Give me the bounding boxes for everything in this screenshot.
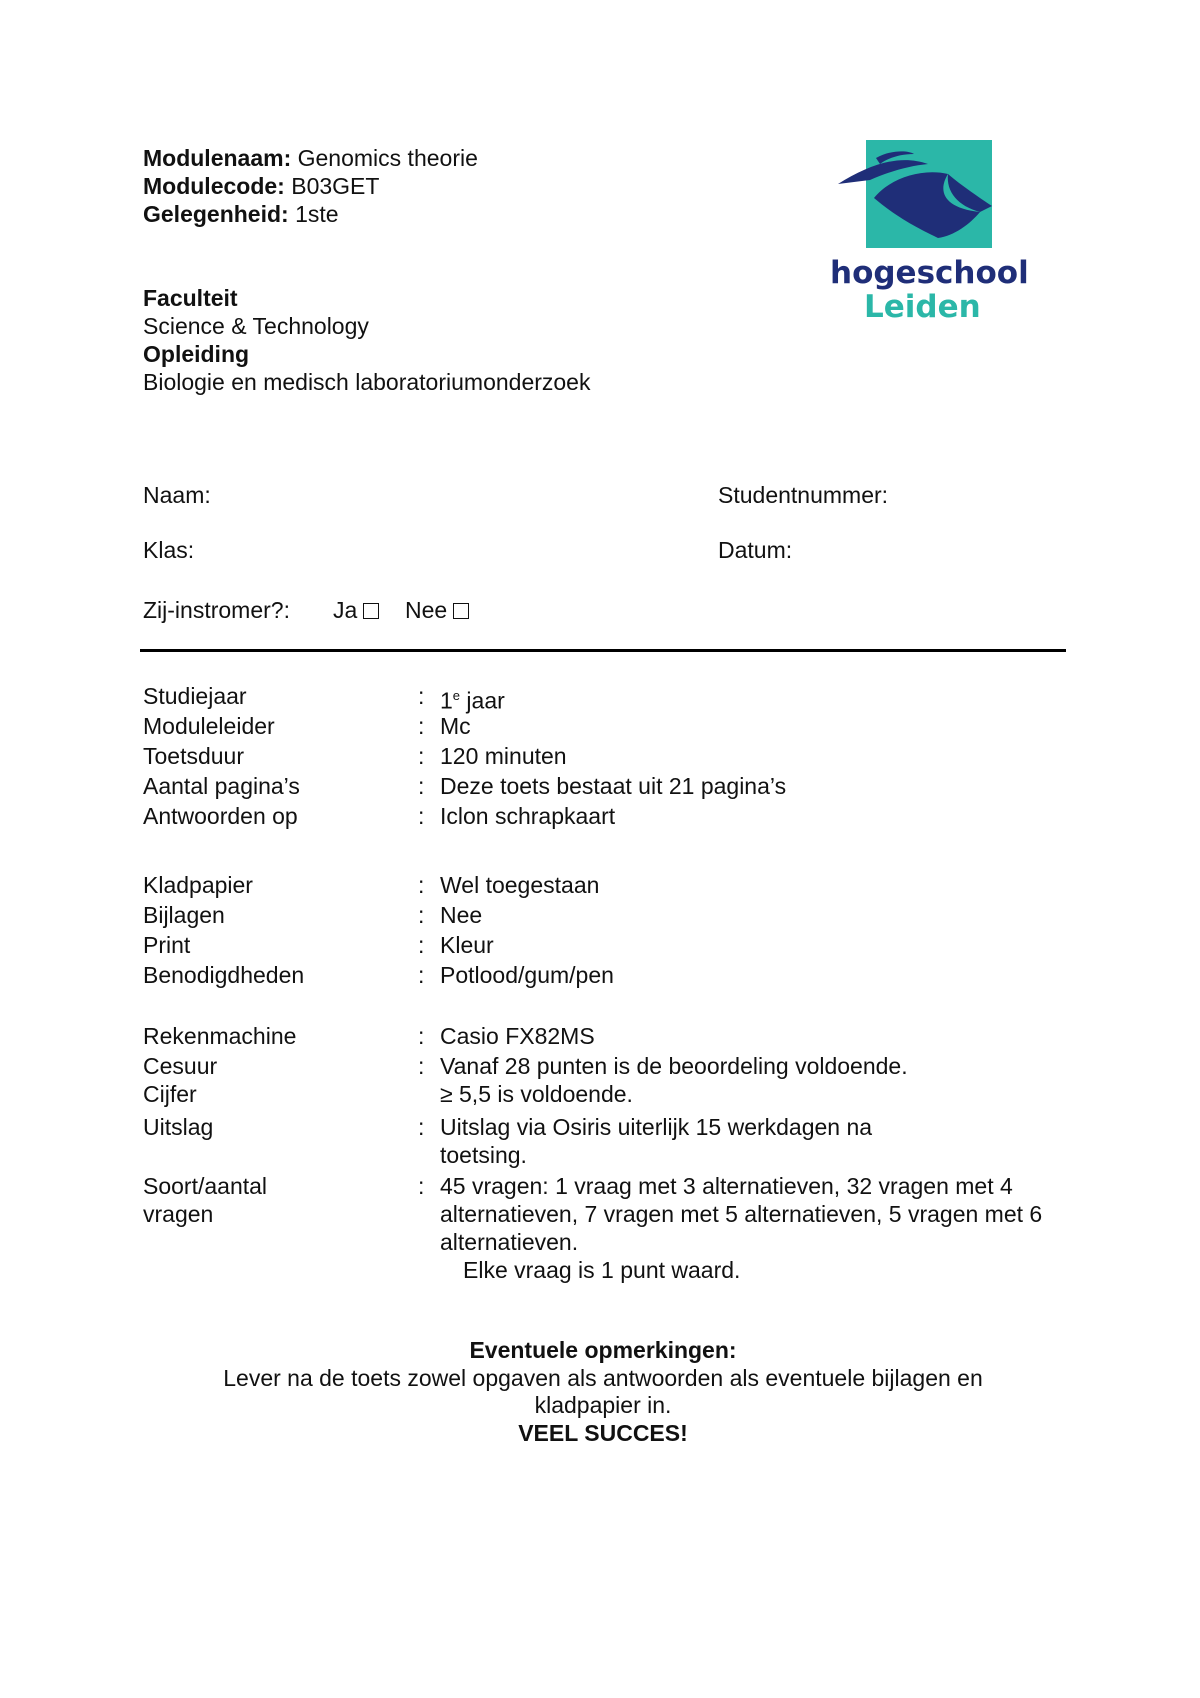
info-label: Antwoorden op — [143, 803, 298, 829]
info-label: Uitslag — [143, 1114, 214, 1140]
info-label: Studiejaar — [143, 683, 247, 709]
info-label: Print — [143, 932, 191, 958]
ja-checkbox[interactable] — [363, 603, 379, 619]
info-value: Wel toegestaan — [440, 872, 600, 898]
modulenaam-line — [143, 144, 478, 172]
info-colon: : — [418, 1053, 425, 1079]
info-colon: : — [418, 743, 425, 769]
info-value: Uitslag via Osiris uiterlijk 15 werkdagen na toetsing. — [440, 1114, 873, 1168]
info-label: Bijlagen — [143, 902, 225, 928]
opleiding-label: Opleiding — [143, 341, 250, 367]
info-value: Vanaf 28 punten is de beoordeling voldoende. — [440, 1053, 908, 1079]
info-label: Cijfer — [143, 1081, 197, 1107]
ja-label: Ja — [333, 597, 358, 623]
info-colon: : — [418, 683, 425, 709]
info-value: Potlood/gum/pen — [440, 962, 614, 988]
info-label: Rekenmachine — [143, 1023, 297, 1049]
klas-field[interactable]: Klas: — [143, 537, 195, 563]
info-colon: : — [418, 713, 425, 739]
studiejaar-superscript: e — [452, 688, 461, 703]
info-label: Kladpapier — [143, 872, 253, 898]
remarks-line1: Lever na de toets zowel opgaven als antwoorden als eventuele bijlagen en — [223, 1365, 983, 1391]
info-label-line1: Soort/aantal — [143, 1173, 268, 1199]
studiejaar-number: 1 — [440, 687, 453, 714]
opleiding-value: Biologie en medisch laboratoriumonderzoek — [143, 369, 591, 395]
gelegenheid-value: 1ste — [295, 201, 339, 227]
info-value: Deze toets bestaat uit 21 pagina’s — [440, 773, 787, 799]
info-colon: : — [418, 1173, 425, 1199]
naam-field[interactable]: Naam: — [143, 482, 211, 508]
info-label: Moduleleider — [143, 713, 275, 739]
logo-line1: hogeschool — [830, 255, 1029, 291]
info-value: Mc — [440, 713, 471, 739]
info-colon: : — [418, 773, 425, 799]
info-colon: : — [418, 1023, 425, 1049]
logo-line2: Leiden — [864, 289, 981, 325]
info-value: 45 vragen: 1 vraag met 3 alternatieven, 32 vragen met 4 alternatieven, 7 vragen met 5 alternatieven, 5 vragen met 6 alternatieven. — [440, 1173, 1043, 1255]
faculteit-label: Faculteit — [143, 285, 238, 311]
info-colon: : — [418, 872, 425, 898]
modulecode-value: B03GET — [291, 173, 380, 199]
info-colon: : — [418, 803, 425, 829]
zij-instromer-label: Zij-instromer?: — [143, 597, 290, 623]
studiejaar-unit: jaar — [460, 687, 505, 714]
hogeschool-leiden-logo — [830, 140, 1029, 330]
modulecode-label: Modulecode: — [143, 173, 285, 199]
ja-option[interactable] — [333, 596, 379, 624]
remarks-line2: kladpapier in. — [534, 1392, 672, 1418]
info-colon: : — [418, 932, 425, 958]
modulecode-line — [143, 172, 379, 200]
remarks-title: Eventuele opmerkingen: — [469, 1337, 737, 1363]
gelegenheid-label: Gelegenheid: — [143, 201, 289, 227]
datum-field[interactable]: Datum: — [718, 537, 793, 563]
info-label: Benodigdheden — [143, 962, 305, 988]
info-value: ≥ 5,5 is voldoende. — [440, 1081, 633, 1107]
info-label-line2: vragen — [143, 1201, 214, 1227]
info-value: Elke vraag is 1 punt waard. — [463, 1257, 741, 1283]
info-label: Cesuur — [143, 1053, 218, 1079]
info-value: 120 minuten — [440, 743, 567, 769]
info-colon: : — [418, 1114, 425, 1140]
info-value: Nee — [440, 902, 483, 928]
info-value: Casio FX82MS — [440, 1023, 595, 1049]
info-value: Kleur — [440, 932, 494, 958]
gelegenheid-line — [143, 200, 339, 228]
nee-option[interactable] — [405, 596, 469, 624]
modulenaam-label: Modulenaam: — [143, 145, 292, 171]
modulenaam-value: Genomics theorie — [297, 145, 478, 171]
info-label: Aantal pagina’s — [143, 773, 300, 799]
nee-checkbox[interactable] — [453, 603, 469, 619]
faculteit-value: Science & Technology — [143, 313, 369, 339]
studentnummer-field[interactable]: Studentnummer: — [718, 482, 889, 508]
info-colon: : — [418, 902, 425, 928]
nee-label: Nee — [405, 597, 448, 623]
info-value: Iclon schrapkaart — [440, 803, 616, 829]
divider-line — [140, 649, 1066, 652]
info-colon: : — [418, 962, 425, 988]
info-label: Toetsduur — [143, 743, 245, 769]
info-value — [440, 682, 1020, 715]
closing-text: VEEL SUCCES! — [518, 1420, 688, 1446]
logo-emblem-icon — [830, 140, 1010, 250]
